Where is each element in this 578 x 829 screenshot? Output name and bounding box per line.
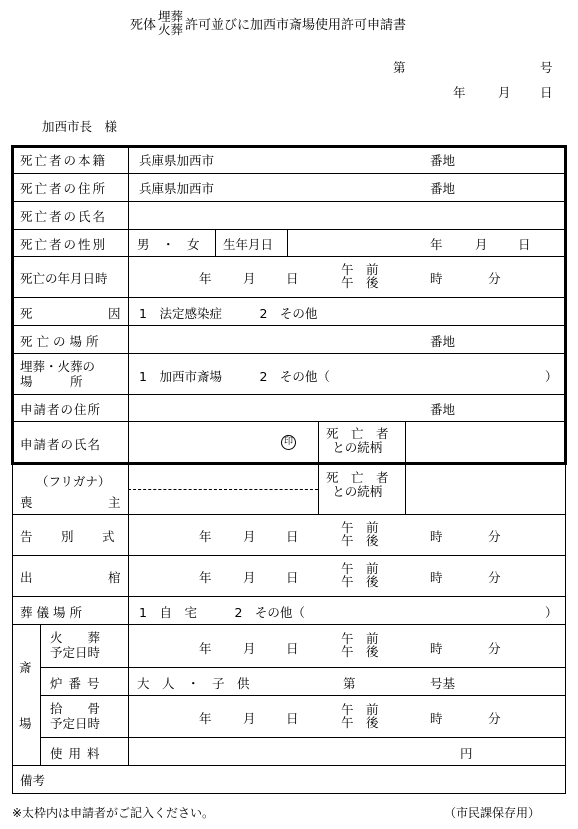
kaso-ampm[interactable]	[341, 632, 379, 658]
ro-value[interactable]: 大 人 ・ 子 供	[137, 676, 250, 691]
am-label: 午 前	[341, 520, 379, 535]
shukkan-ampm[interactable]	[341, 562, 379, 588]
sougi-value[interactable]: 1 自 宅 2 その他（	[139, 605, 305, 620]
honseki-banchi: 番地	[430, 153, 456, 168]
pm-label: 午 後	[341, 574, 379, 589]
kokubetsu-day: 日	[286, 529, 299, 544]
pm-label: 午 後	[341, 533, 379, 548]
shukkan-year: 年	[199, 570, 212, 585]
addressee: 加西市長 様	[42, 119, 118, 134]
biko-label: 備考	[20, 773, 46, 788]
jusho-label: 死亡者の住所	[20, 181, 108, 196]
title-stack-burial: 埋葬	[158, 9, 184, 24]
relation-top: 死 亡 者	[326, 470, 389, 485]
shukotsu-year: 年	[199, 711, 212, 726]
date-day: 日	[540, 85, 553, 100]
pm-label: 午 後	[341, 715, 379, 730]
birth-year: 年	[430, 237, 443, 252]
pm-label: 午 後	[341, 275, 379, 290]
kokubetsu-month: 月	[243, 529, 256, 544]
death-minute: 分	[488, 271, 501, 286]
burial-place-label-2: 場 所	[20, 374, 83, 389]
honseki-label: 死亡者の本籍	[20, 153, 108, 168]
shukotsu-ampm[interactable]	[341, 703, 379, 729]
birth-day: 日	[518, 237, 531, 252]
pm-label: 午 後	[341, 644, 379, 659]
death-hour: 時	[430, 271, 443, 286]
footer-copy-label: （市民課保存用）	[444, 806, 541, 820]
saijo-label-2: 場	[19, 716, 32, 731]
shukotsu-minute: 分	[488, 711, 501, 726]
ro-label: 炉番号	[50, 676, 106, 691]
burial-place-value[interactable]: 1 加西市斎場 2 その他（	[139, 369, 330, 384]
fee-unit: 円	[460, 746, 473, 761]
moshu-label-1: 喪	[20, 495, 33, 510]
ro-gouki: 号基	[430, 676, 456, 691]
cause-value[interactable]: 1 法定感染症 2 その他	[139, 306, 318, 321]
moshu-relation-label	[326, 471, 389, 499]
seibetsu-label: 死亡者の性別	[20, 237, 108, 252]
kaso-label-2: 予定日時	[50, 645, 101, 660]
kaso-label	[50, 630, 100, 660]
birth-month: 月	[475, 237, 488, 252]
jusho-value[interactable]: 兵庫県加西市	[139, 181, 215, 196]
shukotsu-month: 月	[243, 711, 256, 726]
shukotsu-hour: 時	[430, 711, 443, 726]
death-datetime-label: 死亡の年月日時	[20, 271, 108, 286]
cause-label-2: 因	[108, 306, 121, 321]
kokubetsu-year: 年	[199, 529, 212, 544]
shukkan-label-2: 棺	[108, 570, 121, 585]
form-title	[130, 8, 406, 38]
kaso-day: 日	[286, 641, 299, 656]
seal-mark: 印	[281, 435, 296, 450]
place-banchi: 番地	[430, 334, 456, 349]
applicant-address-label: 申請者の住所	[20, 402, 102, 417]
gender-value[interactable]: 男 ・ 女	[137, 237, 200, 252]
burial-place-label	[20, 359, 95, 389]
place-label: 死亡の場所	[20, 334, 103, 349]
shukkan-label-1: 出	[20, 570, 33, 585]
birthdate-label: 生年月日	[223, 237, 274, 252]
title-prefix: 死体	[130, 17, 157, 33]
date-year: 年	[453, 85, 466, 100]
applicant-name-label: 申請者の氏名	[20, 437, 102, 452]
am-label: 午 前	[341, 702, 379, 717]
shukkan-minute: 分	[488, 570, 501, 585]
number-go: 号	[540, 60, 553, 75]
sougi-close-paren: ）	[545, 605, 558, 620]
death-day: 日	[286, 271, 299, 286]
shukotsu-label	[50, 701, 100, 731]
fee-label: 使用料	[50, 746, 106, 761]
shukotsu-day: 日	[286, 711, 299, 726]
death-year: 年	[199, 271, 212, 286]
cause-label-1: 死	[20, 306, 33, 321]
applicant-banchi: 番地	[430, 402, 456, 417]
furigana-label: （フリガナ）	[36, 474, 111, 489]
shukkan-day: 日	[286, 570, 299, 585]
ro-dai: 第	[343, 676, 356, 691]
title-suffix: 許可並びに加西市斎場使用許可申請書	[185, 17, 407, 33]
burial-place-label-1: 埋葬・火葬の	[20, 359, 96, 374]
death-ampm[interactable]	[341, 263, 379, 289]
am-label: 午 前	[341, 561, 379, 576]
shukkan-hour: 時	[430, 570, 443, 585]
number-dai: 第	[393, 60, 406, 75]
saijo-label-1: 斎	[19, 660, 32, 675]
jusho-banchi: 番地	[430, 181, 456, 196]
kokubetsu-minute: 分	[488, 529, 501, 544]
date-month: 月	[498, 85, 511, 100]
kokubetsu-hour: 時	[430, 529, 443, 544]
footer-note: ※太枠内は申請者がご記入ください。	[12, 806, 215, 820]
shimei-label: 死亡者の氏名	[20, 209, 108, 224]
kaso-hour: 時	[430, 641, 443, 656]
title-stack-cremation: 火葬	[158, 22, 184, 37]
kaso-minute: 分	[488, 641, 501, 656]
sougi-label: 葬儀場所	[20, 605, 87, 620]
applicant-relation-label	[326, 427, 389, 455]
shukotsu-label-1: 拾 骨	[50, 701, 101, 716]
burial-close-paren: ）	[545, 369, 558, 384]
kaso-month: 月	[243, 641, 256, 656]
kaso-label-1: 火 葬	[50, 630, 101, 645]
kokubetsu-ampm[interactable]	[341, 521, 379, 547]
shukotsu-label-2: 予定日時	[50, 716, 101, 731]
am-label: 午 前	[341, 262, 379, 277]
am-label: 午 前	[341, 631, 379, 646]
moshu-label-2: 主	[108, 495, 121, 510]
honseki-value[interactable]: 兵庫県加西市	[139, 153, 215, 168]
title-stack	[158, 10, 183, 36]
death-month: 月	[243, 271, 256, 286]
relation-bottom: との続柄	[332, 440, 383, 455]
kokubetsu-label: 告 別 式	[20, 529, 123, 544]
relation-bottom: との続柄	[332, 484, 383, 499]
relation-top: 死 亡 者	[326, 426, 389, 441]
shukkan-month: 月	[243, 570, 256, 585]
kaso-year: 年	[199, 641, 212, 656]
